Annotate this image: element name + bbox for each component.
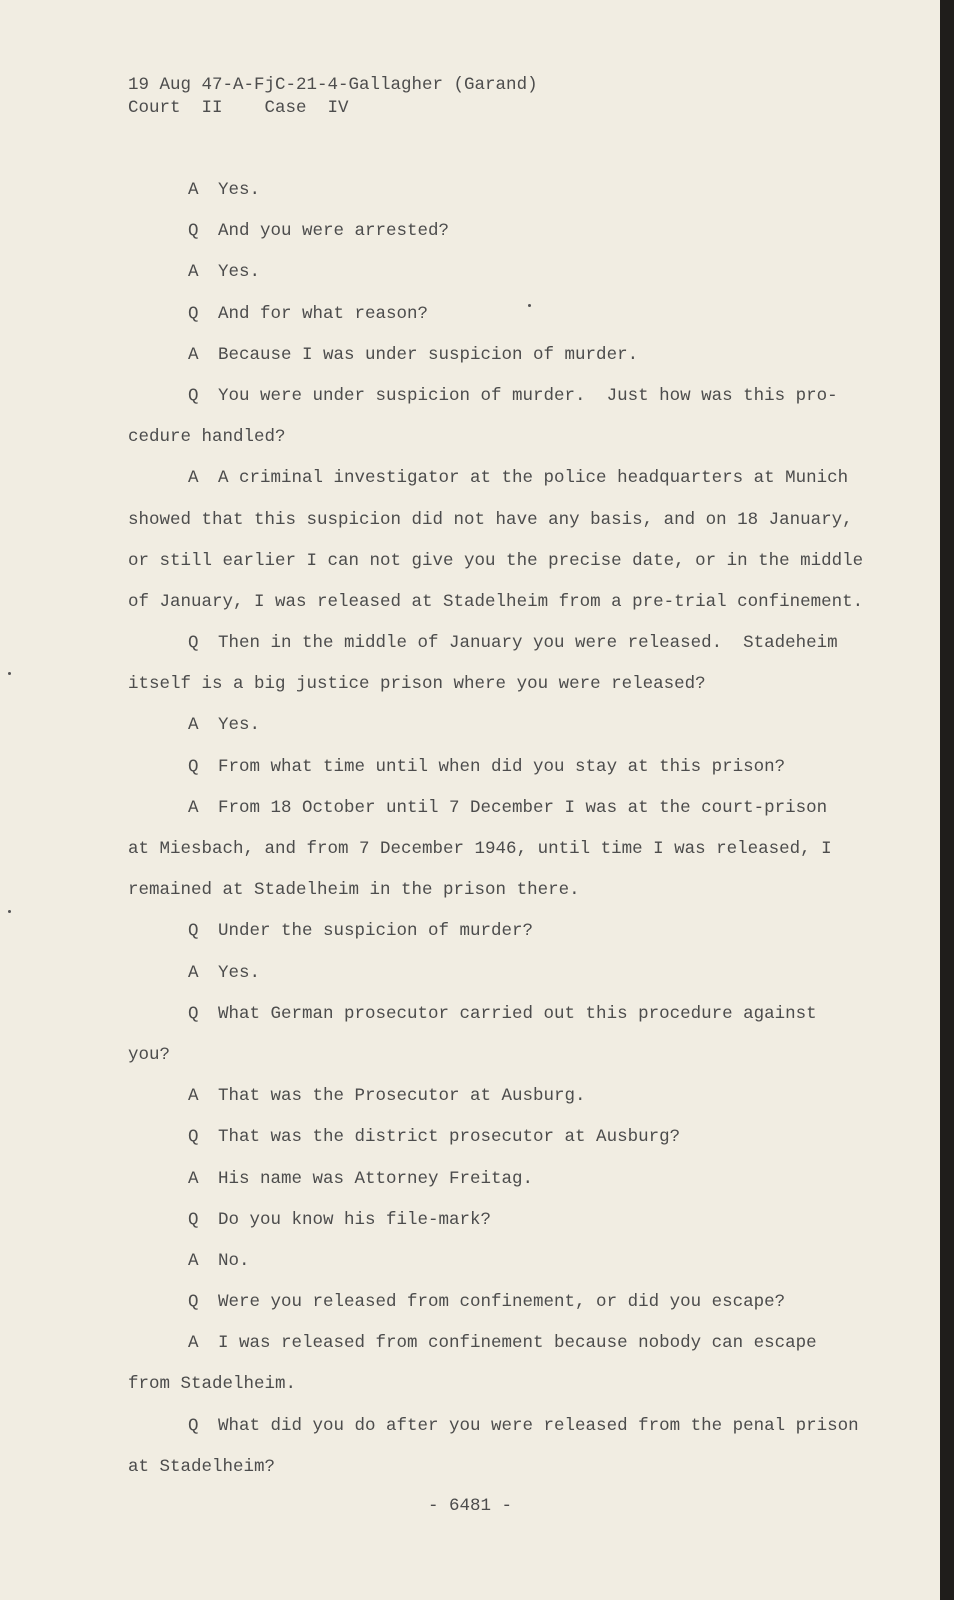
transcript-text: remained at Stadelheim in the prison there.	[128, 880, 580, 901]
transcript-line	[128, 711, 858, 752]
transcript-text: showed that this suspicion did not have any basis, and on 18 January,	[128, 509, 853, 530]
speaker-label: A	[188, 1250, 199, 1271]
transcript-line	[128, 1453, 858, 1494]
speaker-label: Q	[188, 756, 199, 777]
transcript-text: Then in the middle of January you were released. Stadeheim	[218, 633, 838, 654]
transcript-text: Yes.	[218, 715, 261, 736]
speaker-label: A	[188, 715, 199, 736]
speaker-label: Q	[188, 221, 199, 242]
transcript-text: itself is a big justice prison where you were released?	[128, 674, 706, 695]
transcript-text: I was released from confinement because nobody can escape	[218, 1333, 817, 1354]
transcript-text: You were under suspicion of murder. Just how was this pro-	[218, 385, 838, 406]
transcript-text: from Stadelheim.	[128, 1374, 297, 1395]
speaker-label: A	[188, 262, 199, 283]
transcript-line	[128, 1000, 858, 1041]
transcript-text: That was the district prosecutor at Ausburg?	[218, 1127, 681, 1148]
transcript-text: His name was Attorney Freitag.	[218, 1168, 534, 1189]
transcript-line	[128, 506, 858, 547]
transcript-text: at Stadelheim?	[128, 1456, 276, 1477]
transcript-body	[128, 176, 864, 1494]
paper-speck	[528, 304, 531, 307]
speaker-label: A	[188, 797, 199, 818]
document-header	[128, 74, 538, 120]
transcript-line	[128, 1082, 858, 1123]
transcript-text: A criminal investigator at the police headquarters at Munich	[218, 468, 849, 489]
transcript-line	[128, 258, 858, 299]
speaker-label: Q	[188, 1127, 199, 1148]
speaker-label: A	[188, 1086, 199, 1107]
transcript-text: Yes.	[218, 180, 261, 200]
transcript-line	[128, 1247, 858, 1288]
speaker-label: Q	[188, 1292, 199, 1313]
transcript-line	[128, 917, 858, 958]
transcript-line	[128, 341, 858, 382]
transcript-text: No.	[218, 1250, 250, 1271]
speaker-label: Q	[188, 1415, 199, 1436]
transcript-line	[128, 423, 858, 464]
header-court-case-line: Court II Case IV	[128, 98, 349, 118]
transcript-text: Under the suspicion of murder?	[218, 921, 534, 942]
transcript-line	[128, 670, 858, 711]
transcript-text: Were you released from confinement, or did you escape?	[218, 1292, 786, 1313]
transcript-text: From what time until when did you stay at this prison?	[218, 756, 786, 777]
transcript-line	[128, 464, 858, 505]
transcript-line	[128, 217, 858, 258]
speaker-label: A	[188, 180, 199, 200]
transcript-line	[128, 1288, 858, 1329]
paper-speck	[8, 910, 11, 913]
transcript-line	[128, 959, 858, 1000]
transcript-line	[128, 629, 858, 670]
speaker-label: A	[188, 344, 199, 365]
speaker-label: A	[188, 1168, 199, 1189]
transcript-text: you?	[128, 1044, 171, 1065]
transcript-line	[128, 876, 858, 917]
speaker-label: Q	[188, 921, 199, 942]
speaker-label: A	[188, 468, 199, 489]
speaker-label: Q	[188, 385, 199, 406]
transcript-line	[128, 753, 858, 794]
transcript-text: or still earlier I can not give you the precise date, or in the middle	[128, 550, 864, 571]
transcript-text: cedure handled?	[128, 427, 286, 448]
header-reference-line: 19 Aug 47-A-FjC-21-4-Gallagher (Garand)	[128, 75, 538, 95]
speaker-label: A	[188, 1333, 199, 1354]
transcript-text: Yes.	[218, 962, 261, 983]
transcript-text: Do you know his file-mark?	[218, 1209, 492, 1230]
speaker-label: Q	[188, 633, 199, 654]
transcript-line	[128, 1412, 858, 1453]
transcript-line	[128, 547, 864, 588]
transcript-text: Because I was under suspicion of murder.	[218, 344, 639, 365]
transcript-line	[128, 835, 858, 876]
page-number: - 6481 -	[427, 1496, 512, 1516]
transcript-line	[128, 300, 858, 341]
transcript-line	[128, 588, 864, 629]
transcript-line	[128, 1165, 858, 1206]
transcript-line	[128, 1329, 858, 1370]
transcript-line	[128, 1206, 858, 1247]
transcript-text: What German prosecutor carried out this procedure against	[218, 1003, 817, 1024]
speaker-label: Q	[188, 1209, 199, 1230]
transcript-line	[128, 1370, 858, 1411]
transcript-line	[128, 794, 858, 835]
transcript-text: at Miesbach, and from 7 December 1946, until time I was released, I	[128, 839, 832, 859]
speaker-label: Q	[188, 1003, 199, 1024]
transcript-line	[128, 176, 858, 217]
transcript-text: And for what reason?	[218, 303, 429, 324]
speaker-label: A	[188, 962, 199, 983]
transcript-line	[128, 1123, 858, 1164]
transcript-text: That was the Prosecutor at Ausburg.	[218, 1086, 586, 1107]
speaker-label: Q	[188, 303, 199, 324]
transcript-text: of January, I was released at Stadelheim from a pre-trial confinement.	[128, 591, 864, 612]
transcript-text: From 18 October until 7 December I was at the court-prison	[218, 797, 828, 818]
transcript-text: What did you do after you were released from the penal prison	[218, 1415, 859, 1436]
paper-speck	[8, 672, 11, 675]
transcript-text: And you were arrested?	[218, 221, 450, 242]
transcript-line	[128, 382, 858, 423]
transcript-text: Yes.	[218, 262, 261, 283]
transcript-line	[128, 1041, 858, 1082]
